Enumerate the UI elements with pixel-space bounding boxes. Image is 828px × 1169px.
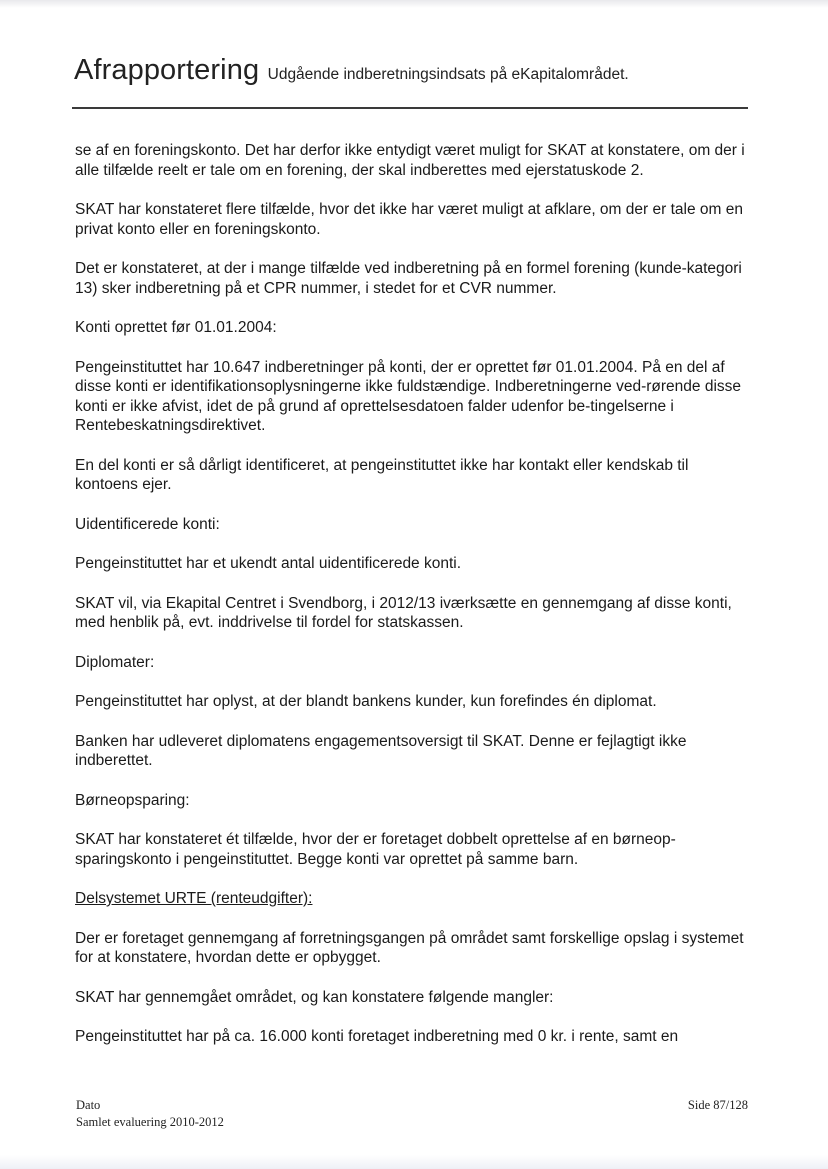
paragraph-16000-konti: Pengeinstituttet har på ca. 16.000 konti foretaget indberetning med 0 kr. i rente, samt en — [75, 1028, 679, 1045]
paragraph-mangler: SKAT har gennemgået området, og kan konstatere følgende mangler: — [75, 988, 554, 1006]
section-heading-konti-2004: Konti oprettet før 01.01.2004: — [75, 319, 277, 336]
page-top-edge — [0, 0, 828, 8]
paragraph-indberetninger-2004: Pengeinstituttet har 10.647 indberetninger på konti, der er oprettet før 01.01.2004. På en del af disse konti er identifikationsoplysningerne ikke fuldstændige. Indberetningerne ved-rørende disse konti er ikke afvist, idet de på grund af oprettelsesdatoen falder udenfor be-tingelserne i Rentebeskatningsdirektivet. — [75, 358, 742, 434]
document-body — [75, 141, 753, 1067]
page-header — [74, 54, 754, 87]
paragraph-ukendt-antal: Pengeinstituttet har et ukendt antal uidentificerede konti. — [75, 555, 462, 572]
page-subtitle: Udgående indberetningsindsats på eKapitalområdet. — [267, 66, 629, 83]
footer-page-number: Side 87/128 — [687, 1098, 748, 1112]
section-heading-urte: Delsystemet URTE (renteudgifter): — [75, 890, 313, 907]
section-heading-uidentificerede: Uidentificerede konti: — [75, 515, 220, 533]
section-heading-diplomater: Diplomater: — [75, 653, 155, 671]
paragraph-privat-konto: SKAT har konstateret flere tilfælde, hvor det ikke har været muligt at afklare, om der er tale om en privat konto eller en foreningskonto. — [75, 201, 743, 238]
paragraph-foreningskonto: se af en foreningskonto. Det har derfor ikke entydigt været muligt for SKAT at konstatere, om der i alle tilfælde reelt er tale om en forening, der skal indberettes med ejerstatuskode 2. — [75, 142, 745, 179]
page-title: Afrapportering — [74, 54, 260, 86]
footer-left — [76, 1097, 224, 1131]
footer-date-label: Dato — [76, 1098, 101, 1112]
paragraph-en-diplomat: Pengeinstituttet har oplyst, at der blandt bankens kunder, kun forefindes én diplomat. — [75, 693, 657, 710]
paragraph-engagementsoversigt: Banken har udleveret diplomatens engagementsoversigt til SKAT. Denne er fejlagtigt ikke indberettet. — [75, 732, 687, 769]
footer-document-name: Samlet evaluering 2010-2012 — [76, 1115, 224, 1129]
paragraph-kundekategori: Det er konstateret, at der i mange tilfælde ved indberetning på en formel forening (kunde-kategori 13) sker indberetning på et CPR nummer, i stedet for et CVR nummer. — [75, 260, 742, 297]
header-divider — [72, 107, 748, 109]
paragraph-ekapital-centret: SKAT vil, via Ekapital Centret i Svendborg, i 2012/13 iværksætte en gennemgang af disse konti, med henblik på, evt. inddrivelse til fordel for statskassen. — [75, 594, 732, 631]
paragraph-dobbelt-oprettelse: SKAT har konstateret ét tilfælde, hvor der er foretaget dobbelt oprettelse af en børneop-sparingskonto i pengeinstituttet. Begge konti var oprettet på samme barn. — [75, 831, 676, 868]
paragraph-forretningsgang: Der er foretaget gennemgang af forretningsgangen på området samt forskellige opslag i systemet for at konstatere, hvordan dette er opbygget. — [75, 929, 744, 966]
page-bottom-edge — [0, 1155, 828, 1169]
section-heading-boerneopsparing: Børneopsparing: — [75, 791, 190, 809]
paragraph-daarligt-identificeret: En del konti er så dårligt identificeret, at pengeinstituttet ikke har kontakt eller kendskab til kontoens ejer. — [75, 456, 689, 493]
